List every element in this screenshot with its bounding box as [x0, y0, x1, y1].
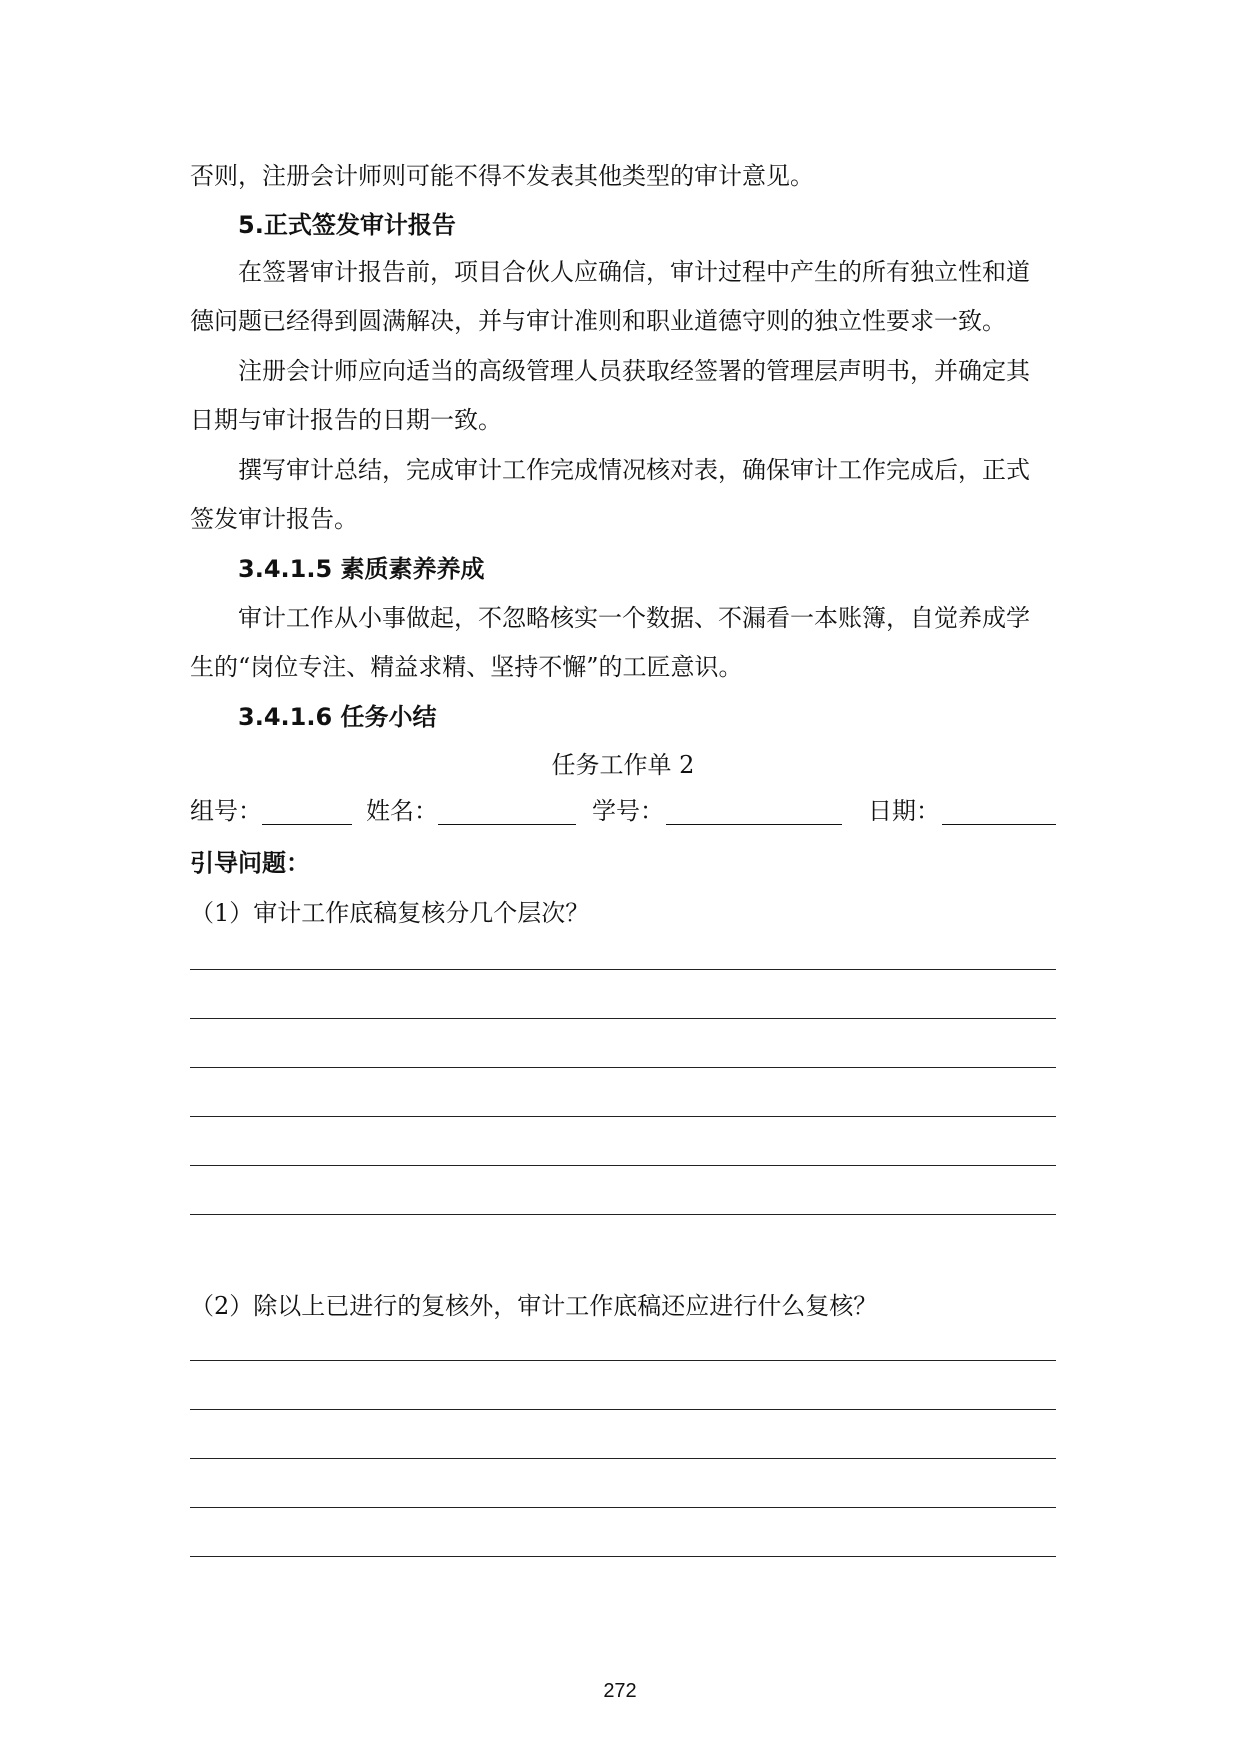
question-1: （1）审计工作底稿复核分几个层次？ — [190, 899, 590, 927]
name-label: 姓名： — [366, 797, 438, 825]
paragraph-line: 签发审计报告。 — [190, 505, 358, 533]
group-label: 组号： — [190, 797, 262, 825]
answer-line[interactable] — [190, 1116, 1056, 1117]
worksheet-title: 任务工作单 2 — [551, 751, 695, 779]
date-field[interactable] — [942, 824, 1056, 825]
paragraph-line: 否则，注册会计师则可能不得不发表其他类型的审计意见。 — [190, 162, 814, 190]
paragraph-line: 审计工作从小事做起，不忽略核实一个数据、不漏看一本账簿，自觉养成学 — [238, 604, 1030, 632]
student-id-field[interactable] — [666, 824, 842, 825]
worksheet-info-row — [190, 796, 1056, 830]
page-number: 272 — [603, 1680, 637, 1702]
answer-line[interactable] — [190, 1214, 1056, 1215]
paragraph-line: 日期与审计报告的日期一致。 — [190, 406, 502, 434]
paragraph-line: 撰写审计总结，完成审计工作完成情况核对表，确保审计工作完成后，正式 — [238, 456, 1030, 484]
paragraph-line: 注册会计师应向适当的高级管理人员获取经签署的管理层声明书，并确定其 — [238, 357, 1030, 385]
name-field[interactable] — [438, 824, 576, 825]
guide-heading: 引导问题： — [190, 849, 310, 877]
paragraph-line: 生的“岗位专注、精益求精、坚持不懈”的工匠意识。 — [190, 653, 743, 681]
answer-line[interactable] — [190, 1165, 1056, 1166]
answer-line[interactable] — [190, 1556, 1056, 1557]
answer-line[interactable] — [190, 1458, 1056, 1459]
answer-line[interactable] — [190, 969, 1056, 970]
date-label: 日期： — [868, 797, 940, 825]
student-id-label: 学号： — [592, 797, 664, 825]
section-heading: 5.正式签发审计报告 — [238, 211, 456, 239]
answer-line[interactable] — [190, 1507, 1056, 1508]
answer-line[interactable] — [190, 1067, 1056, 1068]
answer-line[interactable] — [190, 1018, 1056, 1019]
question-2: （2）除以上已进行的复核外，审计工作底稿还应进行什么复核？ — [190, 1292, 878, 1320]
section-heading: 3.4.1.6 任务小结 — [238, 703, 437, 731]
answer-line[interactable] — [190, 1409, 1056, 1410]
paragraph-line: 在签署审计报告前，项目合伙人应确信，审计过程中产生的所有独立性和道 — [238, 258, 1030, 286]
paragraph-line: 德问题已经得到圆满解决，并与审计准则和职业道德守则的独立性要求一致。 — [190, 307, 1006, 335]
section-heading: 3.4.1.5 素质素养养成 — [238, 555, 485, 583]
answer-line[interactable] — [190, 1360, 1056, 1361]
group-field[interactable] — [262, 824, 352, 825]
